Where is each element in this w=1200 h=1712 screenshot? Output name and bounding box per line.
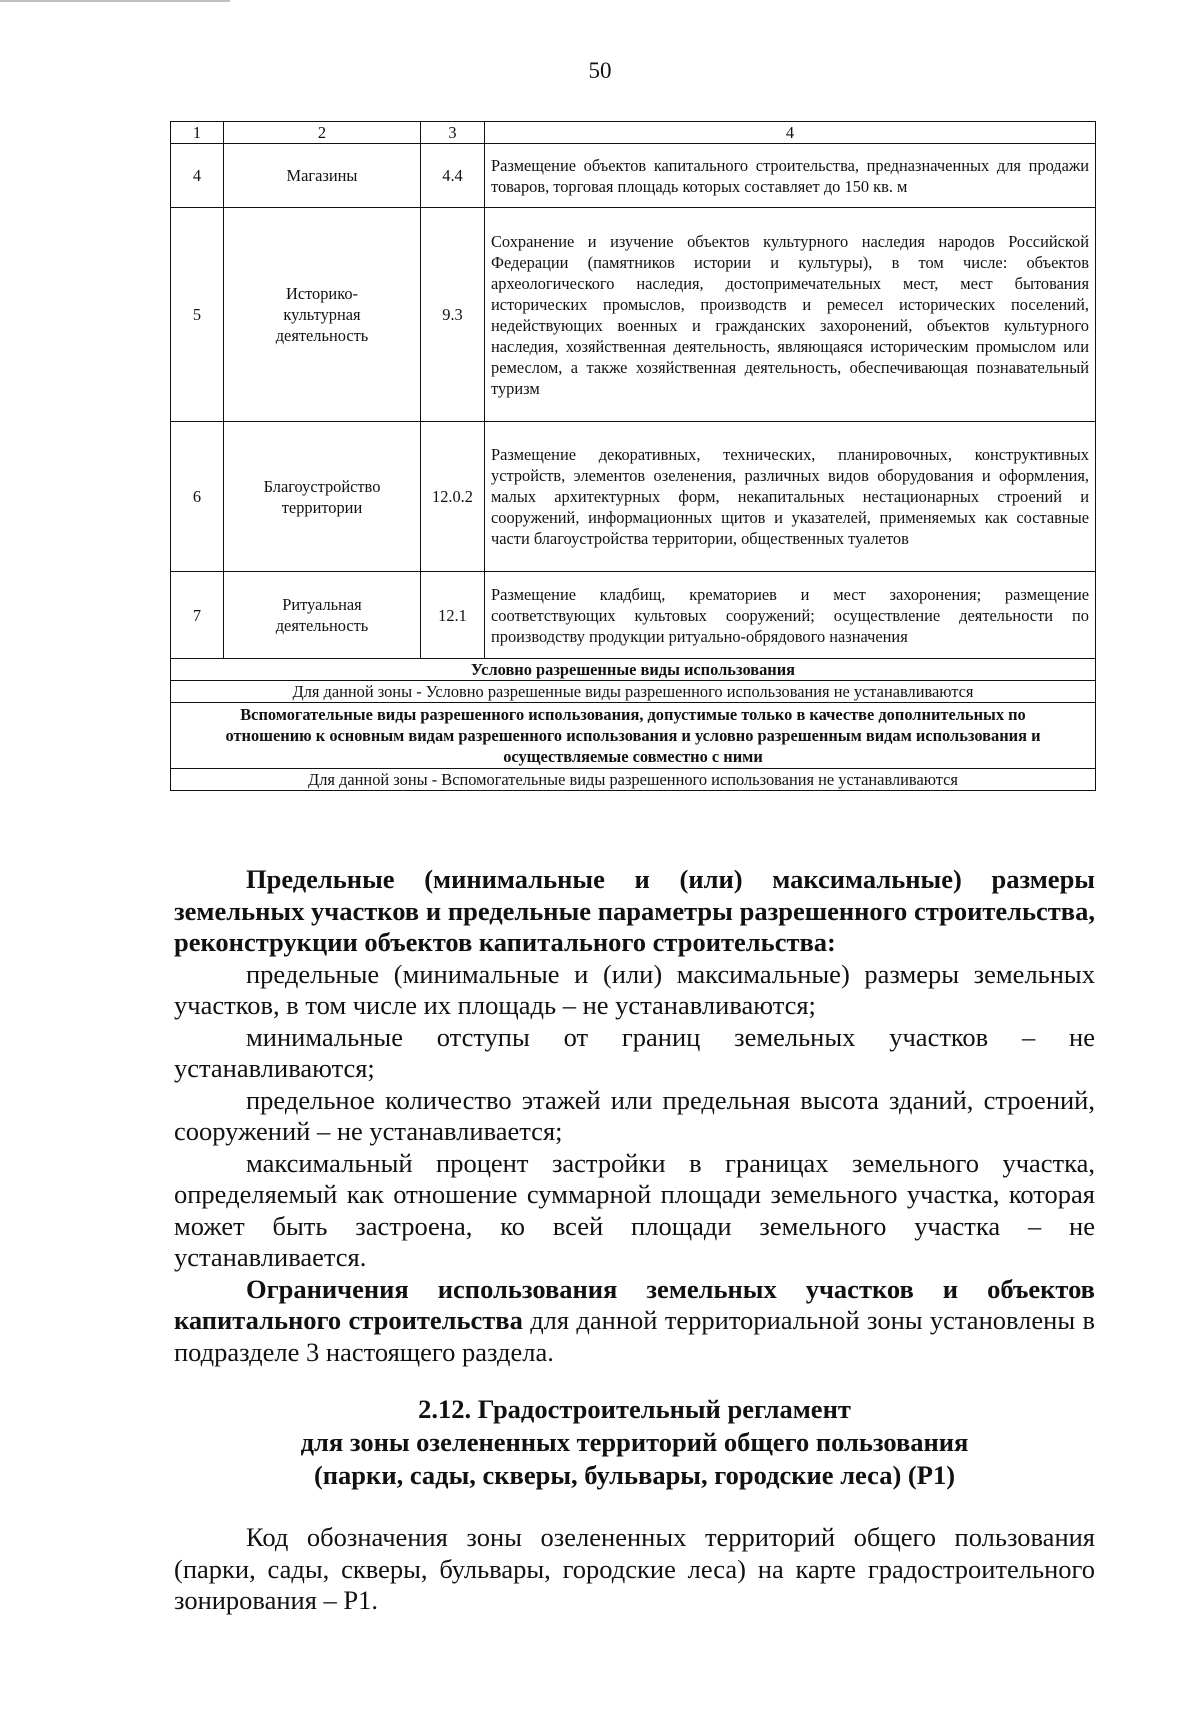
use-type-name: Историко-культурная деятельность [224, 208, 421, 422]
table-header-cell: 2 [224, 122, 421, 144]
row-number: 6 [171, 422, 224, 572]
conditional-uses-heading: Условно разрешенные виды использования [171, 659, 1096, 681]
section-title-line: (парки, сады, скверы, бульвары, городские леса) (Р1) [313, 1460, 956, 1490]
table-header-cell: 3 [421, 122, 485, 144]
use-type-code: 12.0.2 [421, 422, 485, 572]
row-number: 4 [171, 144, 224, 208]
section-title-line: 2.12. Градостроительный регламент [418, 1394, 851, 1424]
table-row [171, 208, 1096, 422]
use-type-description: Сохранение и изучение объектов культурного наследия народов Российской Федерации (памятников истории и культуры), в том числе: объектов археологического наследия, достопримечательных мест, мест бытования исторических промыслов, производств и ремесел исторических поселений, недействующих военных и гражданских захоронений, объектов культурного наследия, хозяйственная деятельность, являющаяся историческим промыслом или ремеслом, а также хозяйственная деятельность, обеспечивающая познавательный туризм [485, 208, 1096, 422]
auxiliary-uses-heading: Вспомогательные виды разрешенного использования, допустимые только в качестве дополнительных по отношению к основным видам разрешенного использования и условно разрешенным видам использования и осуществляемые совместно с ними [171, 703, 1096, 769]
use-type-name: Ритуальная деятельность [224, 572, 421, 659]
table-header-cell: 1 [171, 122, 224, 144]
use-type-code: 12.1 [421, 572, 485, 659]
use-type-description: Размещение объектов капитального строительства, предназначенных для продажи товаров, торговая площадь которых составляет до 150 кв. м [485, 144, 1096, 208]
scan-edge-line [0, 0, 230, 2]
auxiliary-uses-note: Для данной зоны - Вспомогательные виды разрешенного использования не устанавливаются [171, 769, 1096, 791]
page-number: 50 [588, 58, 612, 83]
use-type-name: Магазины [224, 144, 421, 208]
limits-item: предельные (минимальные и (или) максимальные) размеры земельных участков, в том числе их площадь – не устанавливаются; [174, 958, 1095, 1020]
use-type-description: Размещение декоративных, технических, планировочных, конструктивных устройств, элементов озеленения, различных видов оборудования и оформления, малых архитектурных форм, некапитальных нестационарных строений и сооружений, информационных щитов и указателей, применяемых как составные части благоустройства территории, общественных туалетов [485, 422, 1096, 572]
limits-item: максимальный процент застройки в границах земельного участка, определяемый как отношение суммарной площади земельного участка, которая может быть застроена, ко всей площади земельного участка – не устанавливается. [174, 1147, 1095, 1272]
zone-code-paragraph-block [174, 1522, 1095, 1617]
use-type-code: 4.4 [421, 144, 485, 208]
use-type-code: 9.3 [421, 208, 485, 422]
table-row [171, 703, 1096, 769]
limits-item: минимальные отступы от границ земельных участков – не устанавливаются; [174, 1021, 1095, 1083]
table-row [171, 572, 1096, 659]
limits-item: предельное количество этажей или предельная высота зданий, строений, сооружений – не устанавливается; [174, 1084, 1095, 1146]
use-type-description: Размещение кладбищ, крематориев и мест захоронения; размещение соответствующих культовых сооружений; осуществление деятельности по производству продукции ритуально-обрядового назначения [485, 572, 1096, 659]
table-header-row [171, 122, 1096, 144]
row-number: 5 [171, 208, 224, 422]
restrictions-bold: Ограничения использования земельных участков и объектов капитального строительства [174, 1273, 1095, 1335]
row-number: 7 [171, 572, 224, 659]
section-title [174, 1393, 1095, 1492]
conditional-uses-note [171, 681, 1096, 703]
section-title-line: для зоны озелененных территорий общего пользования [300, 1427, 969, 1457]
table-row [171, 144, 1096, 208]
zone-code-paragraph: Код обозначения зоны озелененных территорий общего пользования (парки, сады, скверы, бульвары, городские леса) на карте градостроительного зонирования – Р1. [174, 1522, 1095, 1615]
table-row [171, 422, 1096, 572]
table-row [171, 769, 1096, 791]
restrictions-paragraph [174, 1274, 1095, 1369]
table-row [171, 659, 1096, 681]
restrictions-rest: для данной территориальной зоны установлены в подразделе 3 настоящего раздела. [174, 1305, 1095, 1367]
land-use-table [170, 121, 1096, 791]
conditional-uses-note-text: Для данной зоны - Условно разрешенные виды разрешенного использования не устанавливаются [292, 682, 974, 701]
table-header-cell: 4 [485, 122, 1096, 144]
limits-heading: Предельные (минимальные и (или) максимальные) размеры земельных участков и предельные параметры разрешенного строительства, реконструкции объектов капитального строительства: [174, 864, 1095, 957]
use-type-name: Благоустройство территории [224, 422, 421, 572]
limits-section [174, 864, 1095, 1368]
table-row [171, 681, 1096, 703]
